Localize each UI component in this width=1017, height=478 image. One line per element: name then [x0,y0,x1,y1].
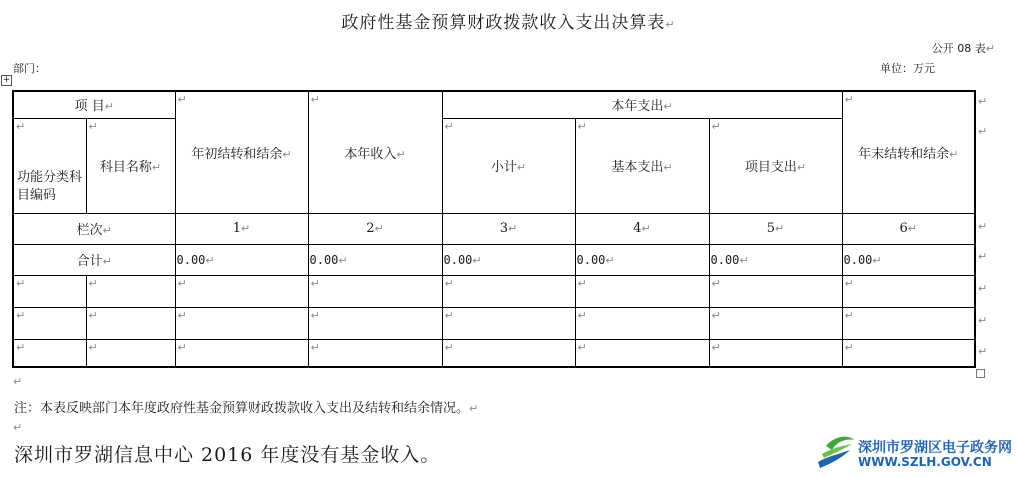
cell-mark-icon: ↵ [711,340,721,354]
row-end-mark-icon: ↵ [978,125,988,138]
page-title-text: 政府性基金预算财政拨款收入支出决算表 [341,13,666,33]
cell-mark-icon: ↵ [16,276,26,290]
cell-mark-icon: ↵ [16,340,26,354]
budget-table [12,90,976,368]
cell-mark-icon: ↵ [711,308,721,322]
header-row-1 [13,91,975,118]
paragraph-mark-icon: ↵ [665,18,676,31]
header-closing-balance-text: 年末结转和结余 [858,146,950,162]
header-opening-balance-text: 年初结转和结余 [191,146,283,162]
form-number [932,40,995,56]
empty-cell[interactable] [86,339,175,367]
table-resize-handle-icon[interactable] [976,369,985,378]
logo-chinese-name: 深圳市罗湖区电子政务网 [858,440,1012,456]
empty-row [13,275,975,307]
total-label-text: 合计 [76,254,103,269]
header-current-expense-text: 本年支出 [611,99,664,115]
column-number-text: 5 [766,221,776,236]
header-current-income [308,91,442,213]
header-basic-expense-text: 基本支出 [611,160,664,175]
header-current-income-text: 本年收入 [344,146,397,162]
header-project-expense-text: 项目支出 [744,160,797,175]
header-func-code [13,118,86,213]
cell-mark-icon: ↵ [16,119,26,133]
header-item-text: 项 目 [74,99,105,115]
cell-mark-icon: ↵ [844,93,854,106]
total-value-text: 0.00 [843,252,873,267]
row-end-mark-icon: ↵ [978,314,988,327]
empty-cell[interactable] [842,339,975,367]
header-current-expense [442,91,842,118]
cell-mark-icon: ↵ [88,276,98,290]
paragraph-mark-icon: ↵ [985,42,995,55]
empty-cell[interactable] [13,339,86,367]
paragraph-mark-icon: ↵ [796,161,807,174]
empty-cell[interactable] [442,275,575,307]
paragraph-mark-icon: ↵ [102,255,112,268]
total-label [13,244,175,275]
empty-cell[interactable] [709,275,842,307]
cell-mark-icon: ↵ [711,276,721,290]
header-item-name-text: 科目名称 [99,160,152,175]
page-title [0,8,1017,33]
column-number-text: 3 [499,221,509,236]
empty-cell[interactable] [842,307,975,339]
paragraph-mark-icon: ↵ [151,161,162,174]
department-label: 部门： [13,62,46,75]
empty-cell[interactable] [442,307,575,339]
cell-mark-icon: ↵ [88,308,98,322]
total-value-cell[interactable] [308,244,442,275]
row-end-mark-icon: ↵ [978,250,988,263]
cell-mark-icon: ↵ [577,119,587,133]
table-move-handle-icon[interactable]: + [2,75,11,85]
cell-mark-icon: ↵ [577,340,587,354]
cell-mark-icon: ↵ [177,340,187,354]
empty-cell[interactable] [308,339,442,367]
row-end-mark-icon: ↵ [978,220,988,233]
header-project-expense [709,118,842,213]
paragraph-mark-icon: ↵ [516,161,527,174]
statement-text: 深圳市罗湖信息中心 2016 年度没有基金收入。 [14,444,441,466]
cell-mark-icon: ↵ [177,93,187,106]
paragraph-mark-icon: ↵ [13,375,23,388]
cell-mark-icon: ↵ [444,308,454,322]
paragraph-mark-icon: ↵ [241,222,251,235]
total-value-cell[interactable] [442,244,575,275]
cell-mark-icon: ↵ [16,308,26,322]
header-row-2 [13,118,975,213]
header-func-code-text: 功能分类科目编码 [17,169,83,203]
paragraph-mark-icon: ↵ [508,222,518,235]
total-value-cell[interactable] [709,244,842,275]
total-value-cell[interactable] [175,244,308,275]
paragraph-mark-icon: ↵ [775,222,785,235]
cell-mark-icon: ↵ [444,276,454,290]
cell-mark-icon: ↵ [177,276,187,290]
paragraph-mark-icon: ↵ [338,253,348,267]
total-value-text: 0.00 [443,252,473,267]
paragraph-mark-icon: ↵ [374,222,384,235]
column-number-cell [842,213,975,244]
row-end-mark-icon: ↵ [978,95,988,108]
header-subtotal [442,118,575,213]
table-note-text: 注：本表反映部门本年度政府性基金预算财政拨款收入支出及结转和结余情况。 [14,401,470,416]
total-value-cell[interactable] [575,244,709,275]
cell-mark-icon: ↵ [577,308,587,322]
cell-mark-icon: ↵ [310,340,320,354]
paragraph-mark-icon: ↵ [739,253,749,267]
total-value-text: 0.00 [176,252,206,267]
empty-cell[interactable] [709,307,842,339]
paragraph-mark-icon: ↵ [663,161,673,174]
cell-mark-icon: ↵ [310,308,320,322]
column-number-label [13,213,175,244]
header-closing-balance [842,91,975,213]
empty-cell[interactable] [175,275,308,307]
table-note [14,397,478,416]
row-end-mark-icon: ↵ [978,282,988,295]
paragraph-mark-icon: ↵ [102,224,112,237]
paragraph-mark-icon: ↵ [104,100,114,114]
total-value-cell[interactable] [842,244,975,275]
total-value-text: 0.00 [309,252,339,267]
paragraph-mark-icon: ↵ [949,147,959,161]
paragraph-mark-icon: ↵ [13,421,23,434]
empty-cell[interactable] [13,275,86,307]
empty-cell[interactable] [86,307,175,339]
cell-mark-icon: ↵ [577,276,587,290]
paragraph-mark-icon: ↵ [605,253,615,267]
empty-cell[interactable] [575,275,709,307]
empty-cell[interactable] [442,339,575,367]
total-value-text: 0.00 [710,252,740,267]
cell-mark-icon: ↵ [844,340,854,354]
empty-cell[interactable] [308,275,442,307]
row-end-mark-icon: ↵ [978,345,988,358]
empty-cell[interactable] [13,307,86,339]
cell-mark-icon: ↵ [310,276,320,290]
column-number-cell [709,213,842,244]
cell-mark-icon: ↵ [711,119,721,133]
column-number-text: 4 [633,221,642,236]
empty-cell[interactable] [308,307,442,339]
empty-cell[interactable] [575,307,709,339]
column-number-text: 2 [366,221,375,236]
header-item [13,91,175,118]
cell-mark-icon: ↵ [88,340,98,354]
empty-cell[interactable] [86,275,175,307]
paragraph-mark-icon: ↵ [396,147,406,161]
column-number-text: 6 [899,221,908,236]
paragraph-mark-icon: ↵ [907,222,917,235]
paragraph-mark-icon: ↵ [282,147,292,161]
unit-label: 单位：万元 [880,62,935,75]
cell-mark-icon: ↵ [844,276,854,290]
logo-url[interactable]: WWW.SZLH.GOV.CN [858,455,992,469]
empty-cell[interactable] [175,307,308,339]
paragraph-mark-icon: ↵ [469,402,479,415]
header-opening-balance [175,91,308,213]
column-number-text: 1 [232,221,242,236]
cell-mark-icon: ↵ [444,340,454,354]
empty-cell[interactable] [842,275,975,307]
header-item-name [86,118,175,213]
total-value-text: 0.00 [576,252,606,267]
header-basic-expense [575,118,709,213]
paragraph-mark-icon: ↵ [205,253,215,267]
cell-mark-icon: ↵ [310,93,320,106]
header-subtotal-text: 小计 [490,160,517,175]
empty-row [13,339,975,367]
column-number-cell [308,213,442,244]
empty-cell[interactable] [709,339,842,367]
form-number-text: 公开 08 表 [931,42,986,55]
cell-mark-icon: ↵ [88,119,98,133]
column-number-cell [175,213,308,244]
cell-mark-icon: ↵ [844,308,854,322]
column-number-cell [442,213,575,244]
cell-mark-icon: ↵ [177,308,187,322]
column-number-label-text: 栏次 [76,223,103,238]
paragraph-mark-icon: ↵ [663,100,673,114]
empty-row [13,307,975,339]
total-row [13,244,975,275]
column-number-row [13,213,975,244]
column-number-cell [575,213,709,244]
empty-cell[interactable] [575,339,709,367]
paragraph-mark-icon: ↵ [641,222,651,235]
paragraph-mark-icon: ↵ [872,253,882,267]
empty-cell[interactable] [175,339,308,367]
paragraph-mark-icon: ↵ [472,253,482,267]
cell-mark-icon: ↵ [444,119,454,133]
